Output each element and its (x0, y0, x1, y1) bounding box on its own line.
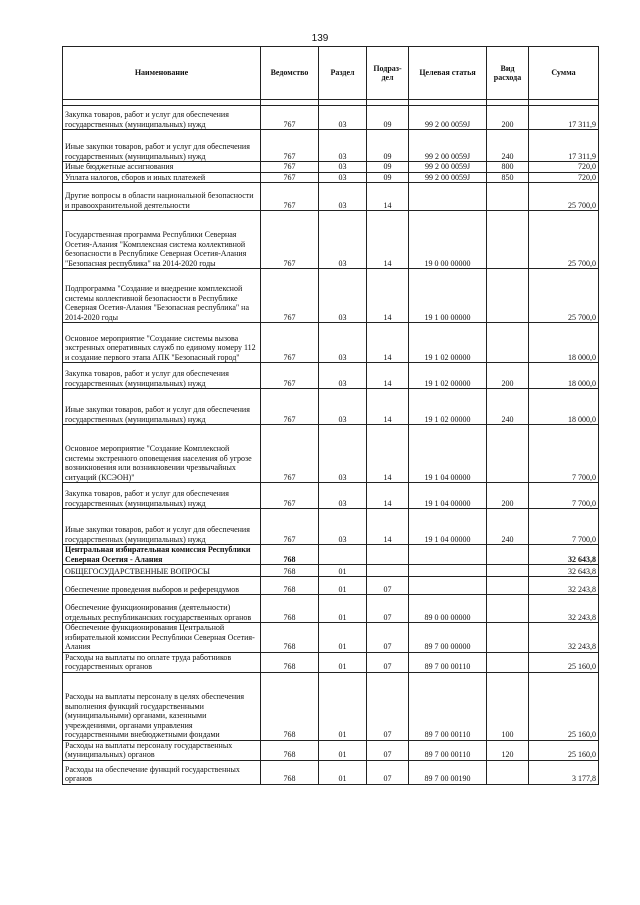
row-type (487, 652, 529, 672)
row-target (409, 577, 487, 595)
row-dept: 767 (261, 363, 319, 389)
row-subsection: 09 (367, 106, 409, 130)
row-name: Расходы на обеспечение функций государственных органов (63, 760, 261, 784)
row-dept: 767 (261, 509, 319, 545)
row-subsection (367, 565, 409, 577)
row-target: 19 1 04 00000 (409, 483, 487, 509)
row-target: 89 7 00 00110 (409, 652, 487, 672)
row-type: 850 (487, 172, 529, 183)
row-type: 200 (487, 363, 529, 389)
row-type (487, 577, 529, 595)
row-subsection: 14 (367, 483, 409, 509)
row-subsection: 07 (367, 595, 409, 623)
row-name: Подпрограмма "Создание и внедрение комплексной системы коллективной безопасности в Республике Северная Осетия-Алания "Безопасная республика" на 2014-2020 годы (63, 269, 261, 323)
row-section: 01 (319, 652, 367, 672)
row-type: 240 (487, 509, 529, 545)
table-body (63, 106, 599, 785)
row-name: Закупка товаров, работ и услуг для обеспечения государственных (муниципальных) нужд (63, 106, 261, 130)
row-sum: 32 243,8 (529, 623, 599, 653)
row-dept: 767 (261, 172, 319, 183)
row-section: 03 (319, 323, 367, 363)
row-name: Иные закупки товаров, работ и услуг для обеспечения государственных (муниципальных) нужд (63, 389, 261, 425)
row-dept: 768 (261, 672, 319, 740)
row-section: 01 (319, 595, 367, 623)
row-type (487, 183, 529, 211)
table-row (63, 595, 599, 623)
row-section: 03 (319, 106, 367, 130)
row-target: 89 0 00 00000 (409, 595, 487, 623)
row-dept: 767 (261, 389, 319, 425)
row-target: 99 2 00 0059J (409, 172, 487, 183)
row-section: 03 (319, 389, 367, 425)
row-sum: 32 643,8 (529, 565, 599, 577)
row-name: Другие вопросы в области национальной безопасности и правоохранительной деятельности (63, 183, 261, 211)
row-sum: 18 000,0 (529, 363, 599, 389)
row-type: 240 (487, 130, 529, 162)
row-sum: 32 243,8 (529, 595, 599, 623)
row-type: 100 (487, 672, 529, 740)
row-name: Иные закупки товаров, работ и услуг для обеспечения государственных (муниципальных) нужд (63, 509, 261, 545)
row-sum: 7 700,0 (529, 509, 599, 545)
table-row (63, 162, 599, 173)
row-subsection: 07 (367, 740, 409, 760)
row-section (319, 545, 367, 565)
row-target: 19 0 00 00000 (409, 211, 487, 269)
row-subsection: 14 (367, 323, 409, 363)
row-sum: 25 160,0 (529, 740, 599, 760)
row-dept: 767 (261, 211, 319, 269)
row-target: 99 2 00 0059J (409, 106, 487, 130)
row-type: 240 (487, 389, 529, 425)
page-number: 139 (311, 33, 329, 44)
row-name: Обеспечение проведения выборов и референдумов (63, 577, 261, 595)
row-name: Центральная избирательная комиссия Республики Северная Осетия - Алания (63, 545, 261, 565)
row-name: Расходы на выплаты персоналу государственных (муниципальных) органов (63, 740, 261, 760)
row-target: 99 2 00 0059J (409, 162, 487, 173)
row-section: 01 (319, 565, 367, 577)
table-row (63, 565, 599, 577)
row-type (487, 595, 529, 623)
row-dept: 768 (261, 577, 319, 595)
row-target: 89 7 00 00110 (409, 740, 487, 760)
row-name: Расходы на выплаты персоналу в целях обеспечения выполнения функций государственными (муниципальными) органами, казенными учреждениями, органами управления государственными внебюджетными фондами (63, 672, 261, 740)
row-sum: 720,0 (529, 172, 599, 183)
table-row (63, 269, 599, 323)
header-target: Целевая статья (409, 47, 487, 100)
row-subsection: 09 (367, 172, 409, 183)
table-row (63, 172, 599, 183)
row-subsection: 07 (367, 623, 409, 653)
row-section: 01 (319, 577, 367, 595)
row-section: 03 (319, 509, 367, 545)
row-dept: 768 (261, 740, 319, 760)
table-row (63, 545, 599, 565)
row-section: 03 (319, 183, 367, 211)
row-target: 19 1 02 00000 (409, 363, 487, 389)
row-type (487, 269, 529, 323)
row-sum: 18 000,0 (529, 389, 599, 425)
row-dept: 768 (261, 565, 319, 577)
row-dept: 767 (261, 130, 319, 162)
row-dept: 767 (261, 425, 319, 483)
row-section: 01 (319, 740, 367, 760)
row-target (409, 565, 487, 577)
row-sum: 720,0 (529, 162, 599, 173)
row-section: 03 (319, 172, 367, 183)
table-row (63, 130, 599, 162)
row-section: 03 (319, 162, 367, 173)
row-type (487, 545, 529, 565)
row-type: 800 (487, 162, 529, 173)
table-row (63, 740, 599, 760)
row-sum: 25 700,0 (529, 183, 599, 211)
row-type (487, 425, 529, 483)
row-name: Иные закупки товаров, работ и услуг для обеспечения государственных (муниципальных) нужд (63, 130, 261, 162)
row-sum: 25 160,0 (529, 672, 599, 740)
row-name: Расходы на выплаты по оплате труда работников государственных органов (63, 652, 261, 672)
row-target: 19 1 04 00000 (409, 425, 487, 483)
header-sum: Сумма (529, 47, 599, 100)
row-subsection: 07 (367, 577, 409, 595)
header-dept: Ведомство (261, 47, 319, 100)
row-target: 89 7 00 00000 (409, 623, 487, 653)
row-dept: 767 (261, 323, 319, 363)
row-name: Иные бюджетные ассигнования (63, 162, 261, 173)
row-target: 19 1 04 00000 (409, 509, 487, 545)
row-type (487, 323, 529, 363)
row-name: Основное мероприятие "Создание системы вызова экстренных оперативных служб по единому номеру 112 и создание первого этапа АПК "Безопасный город" (63, 323, 261, 363)
row-name: Основное мероприятие "Создание Комплексной системы экстренного оповещения населения об угрозе возникновения или возникновении чрезвычайных ситуаций (КСЭОН)" (63, 425, 261, 483)
table-row (63, 106, 599, 130)
table-row (63, 672, 599, 740)
row-section: 03 (319, 425, 367, 483)
table-row (63, 509, 599, 545)
table-header-row (63, 47, 599, 100)
row-sum: 32 643,8 (529, 545, 599, 565)
row-section: 01 (319, 760, 367, 784)
row-type: 200 (487, 106, 529, 130)
row-target: 19 1 02 00000 (409, 389, 487, 425)
row-subsection: 07 (367, 760, 409, 784)
row-section: 03 (319, 363, 367, 389)
header-name: Наименование (63, 47, 261, 100)
row-sum: 3 177,8 (529, 760, 599, 784)
row-subsection: 14 (367, 425, 409, 483)
row-sum: 32 243,8 (529, 577, 599, 595)
row-subsection: 07 (367, 652, 409, 672)
row-dept: 768 (261, 652, 319, 672)
table-row (63, 760, 599, 784)
row-dept: 767 (261, 183, 319, 211)
row-sum: 25 160,0 (529, 652, 599, 672)
row-subsection: 14 (367, 211, 409, 269)
row-dept: 767 (261, 162, 319, 173)
row-subsection: 14 (367, 183, 409, 211)
row-target (409, 545, 487, 565)
header-section: Раздел (319, 47, 367, 100)
table-row (63, 425, 599, 483)
table-row (63, 652, 599, 672)
row-target (409, 183, 487, 211)
header-subsection: Подраз- дел (367, 47, 409, 100)
row-sum: 25 700,0 (529, 269, 599, 323)
table-row (63, 323, 599, 363)
row-dept: 768 (261, 595, 319, 623)
budget-table (62, 46, 599, 785)
row-name: Государственная программа Республики Северная Осетия-Алания "Комплексная система коллективной безопасности в Республике Северная Осетия-Алания "Безопасная республика" на 2014-2020 годы (63, 211, 261, 269)
row-sum: 17 311,9 (529, 130, 599, 162)
row-dept: 768 (261, 623, 319, 653)
row-subsection: 14 (367, 363, 409, 389)
row-section: 03 (319, 269, 367, 323)
row-name: Обеспечение функционирования (деятельности) отдельных республиканских государственных органов (63, 595, 261, 623)
row-dept: 768 (261, 760, 319, 784)
row-type (487, 211, 529, 269)
row-name: Закупка товаров, работ и услуг для обеспечения государственных (муниципальных) нужд (63, 363, 261, 389)
row-sum: 25 700,0 (529, 211, 599, 269)
header-type: Вид расхода (487, 47, 529, 100)
row-target: 19 1 00 00000 (409, 269, 487, 323)
table-row (63, 183, 599, 211)
row-sum: 18 000,0 (529, 323, 599, 363)
row-subsection: 14 (367, 389, 409, 425)
table-row (63, 211, 599, 269)
row-section: 03 (319, 211, 367, 269)
row-subsection: 07 (367, 672, 409, 740)
row-type (487, 565, 529, 577)
row-target: 89 7 00 00190 (409, 760, 487, 784)
row-section: 01 (319, 672, 367, 740)
row-type: 200 (487, 483, 529, 509)
row-dept: 768 (261, 545, 319, 565)
row-name: ОБЩЕГОСУДАРСТВЕННЫЕ ВОПРОСЫ (63, 565, 261, 577)
row-section: 01 (319, 623, 367, 653)
table-row (63, 577, 599, 595)
row-dept: 767 (261, 106, 319, 130)
table-row (63, 363, 599, 389)
row-type (487, 760, 529, 784)
row-sum: 17 311,9 (529, 106, 599, 130)
row-target: 99 2 00 0059J (409, 130, 487, 162)
row-target: 19 1 02 00000 (409, 323, 487, 363)
row-name: Уплата налогов, сборов и иных платежей (63, 172, 261, 183)
row-section: 03 (319, 130, 367, 162)
row-name: Закупка товаров, работ и услуг для обеспечения государственных (муниципальных) нужд (63, 483, 261, 509)
row-target: 89 7 00 00110 (409, 672, 487, 740)
row-name: Обеспечение функционирования Центральной избирательной комиссии Республики Северная Осетия-Алания (63, 623, 261, 653)
row-section: 03 (319, 483, 367, 509)
row-sum: 7 700,0 (529, 425, 599, 483)
row-subsection: 14 (367, 269, 409, 323)
row-subsection: 14 (367, 509, 409, 545)
row-subsection: 09 (367, 162, 409, 173)
row-dept: 767 (261, 269, 319, 323)
row-subsection: 09 (367, 130, 409, 162)
row-subsection (367, 545, 409, 565)
row-dept: 767 (261, 483, 319, 509)
row-type (487, 623, 529, 653)
row-type: 120 (487, 740, 529, 760)
row-sum: 7 700,0 (529, 483, 599, 509)
table-row (63, 389, 599, 425)
table-row (63, 623, 599, 653)
table-row (63, 483, 599, 509)
